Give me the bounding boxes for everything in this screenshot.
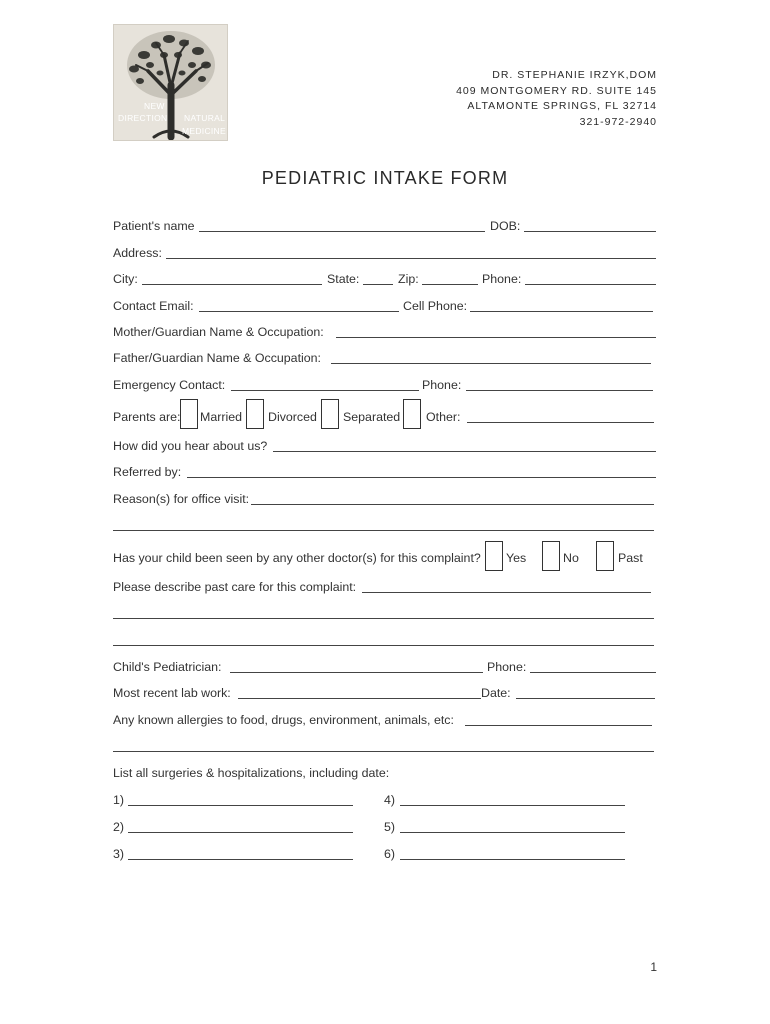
referred-by-field[interactable] [187,477,656,478]
tree-icon [114,25,228,141]
patient-name-label: Patient's name [113,219,195,233]
city-state-zip: ALTAMONTE SPRINGS, FL 32714 [467,100,657,113]
reason-label: Reason(s) for office visit: [113,492,250,506]
divorced-checkbox[interactable] [246,399,264,429]
father-label: Father/Guardian Name & Occupation: [113,351,321,365]
yes-label: Yes [506,551,527,565]
mother-field[interactable] [336,337,656,338]
referred-by-label: Referred by: [113,465,182,479]
emergency-contact-label: Emergency Contact: [113,378,226,392]
surgery-2-label: 2) [113,820,125,834]
describe-past-care-label: Please describe past care for this complaint: [113,580,357,594]
phone-field[interactable] [525,284,656,285]
street-address: 409 MONTGOMERY RD. SUITE 145 [456,84,657,97]
cell-phone-field[interactable] [470,311,653,312]
past-label: Past [618,551,643,565]
pediatrician-label: Child's Pediatrician: [113,660,222,674]
logo-word-new: NEW [144,101,165,111]
allergies-label: Any known allergies to food, drugs, environment, animals, etc: [113,713,454,727]
address-field[interactable] [166,258,656,259]
doctor-name: DR. STEPHANIE IRZYK,DOM [492,69,657,81]
surgery-3-field[interactable] [128,859,353,860]
logo-word-medicine: MEDICINE [182,126,226,136]
page-number: 1 [650,960,657,974]
contact-email-field[interactable] [199,311,399,312]
reason-field-2[interactable] [113,530,654,531]
surgery-6-field[interactable] [400,859,625,860]
cell-phone-label: Cell Phone: [403,299,468,313]
logo-word-natural: NATURAL [184,113,226,123]
phone-label: Phone: [482,272,522,286]
surgery-4-label: 4) [384,793,396,807]
married-checkbox[interactable] [180,399,198,429]
hear-about-label: How did you hear about us? [113,439,268,453]
yes-checkbox[interactable] [485,541,503,571]
patient-name-field[interactable] [199,231,485,232]
pediatrician-phone-label: Phone: [487,660,527,674]
emergency-phone-label: Phone: [422,378,462,392]
married-label: Married [200,410,242,424]
describe-past-care-field-2[interactable] [113,618,654,619]
city-label: City: [113,272,138,286]
mother-label: Mother/Guardian Name & Occupation: [113,325,324,339]
parents-are-label: Parents are: [113,410,181,424]
reason-field[interactable] [251,504,654,505]
page-title: PEDIATRIC INTAKE FORM [261,168,509,188]
describe-past-care-field[interactable] [362,592,651,593]
logo-word-direction: DIRECTION [118,113,168,123]
separated-label: Separated [343,410,401,424]
clinic-phone: 321-972-2940 [579,115,657,128]
hear-about-field[interactable] [273,451,656,452]
surgery-3-label: 3) [113,847,125,861]
surgery-6-label: 6) [384,847,396,861]
surgery-4-field[interactable] [400,805,625,806]
lab-work-field[interactable] [238,698,481,699]
clinic-logo [113,24,228,141]
city-field[interactable] [142,284,322,285]
pediatrician-field[interactable] [230,672,483,673]
divorced-label: Divorced [268,410,317,424]
separated-checkbox[interactable] [321,399,339,429]
emergency-phone-field[interactable] [466,390,653,391]
seen-other-label: Has your child been seen by any other doctor(s) for this complaint? [113,551,481,565]
surgery-1-field[interactable] [128,805,353,806]
other-checkbox[interactable] [403,399,421,429]
clinic-address [456,68,657,130]
no-label: No [563,551,579,565]
surgery-2-field[interactable] [128,832,353,833]
other-label: Other: [426,410,461,424]
dob-label: DOB: [490,219,521,233]
contact-email-label: Contact Email: [113,299,194,313]
state-label: State: [327,272,360,286]
other-field[interactable] [467,422,654,423]
pediatrician-phone-field[interactable] [530,672,656,673]
lab-date-field[interactable] [516,698,655,699]
surgery-5-field[interactable] [400,832,625,833]
allergies-field[interactable] [465,725,652,726]
no-checkbox[interactable] [542,541,560,571]
lab-work-label: Most recent lab work: [113,686,231,700]
surgery-1-label: 1) [113,793,125,807]
dob-field[interactable] [524,231,656,232]
lab-date-label: Date: [481,686,511,700]
past-checkbox[interactable] [596,541,614,571]
address-label: Address: [113,246,162,260]
describe-past-care-field-3[interactable] [113,645,654,646]
surgery-5-label: 5) [384,820,396,834]
zip-field[interactable] [422,284,478,285]
allergies-field-2[interactable] [113,751,654,752]
emergency-contact-field[interactable] [231,390,419,391]
surgeries-label: List all surgeries & hospitalizations, including date: [113,766,390,780]
father-field[interactable] [331,363,651,364]
zip-label: Zip: [398,272,419,286]
state-field[interactable] [363,284,393,285]
